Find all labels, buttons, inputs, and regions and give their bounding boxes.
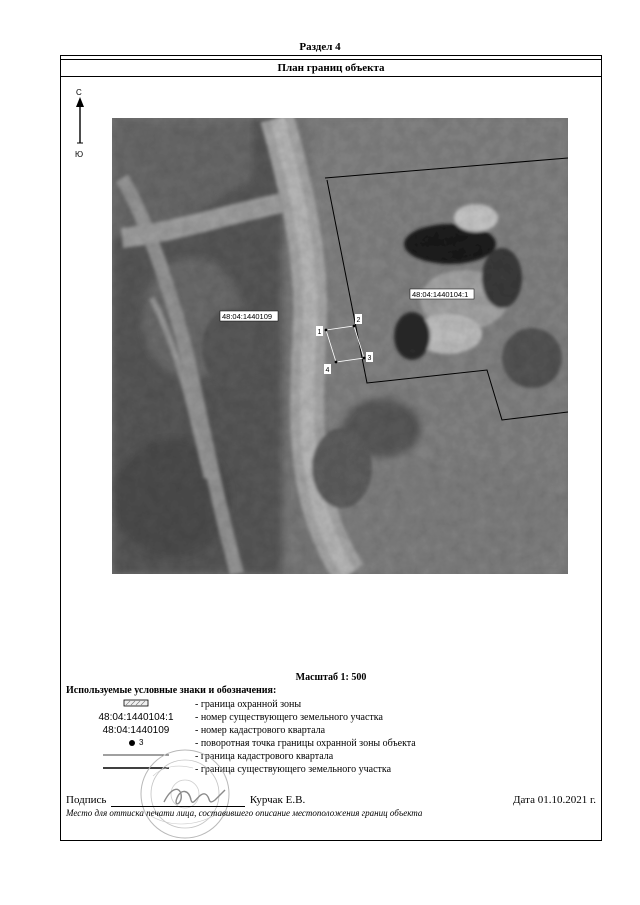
legend-description: - номер кадастрового квартала (195, 725, 326, 736)
protection-zone-swatch-icon (123, 699, 149, 707)
plan-title: План границ объекта (61, 59, 601, 77)
point-label-4: 4 (325, 367, 330, 374)
aerial-map (112, 118, 568, 574)
point-label-2: 2 (356, 317, 361, 324)
legend-description: - поворотная точка границы охранной зоны объекта (195, 738, 416, 749)
north-arrow-icon (75, 97, 85, 147)
signature-label: Подпись (66, 794, 107, 806)
compass-north-arrow (74, 88, 88, 168)
legend-symbol-text: 48:04:1440104:1 (98, 712, 174, 723)
legend-item (61, 699, 601, 711)
legend-description: - граница существующего земельного участка (195, 764, 392, 775)
scale-label: Масштаб 1: 500 (295, 672, 367, 683)
quarter-number-label: 48:04:1440109 (222, 312, 273, 321)
legend-symbol-text: 48:04:1440109 (102, 725, 170, 736)
signer-name: Курчак Е.В. (249, 794, 306, 806)
compass-south-label: Ю (75, 150, 84, 159)
legend-description: - номер существующего земельного участка (195, 712, 383, 723)
document-frame (60, 55, 602, 841)
legend-item (61, 725, 601, 737)
compass-north-label: С (76, 88, 82, 97)
legend-description: - граница охранной зоны (195, 699, 302, 710)
stamp-placement-note: Место для оттиска печати лица, составившего описание местоположения границ объекта (66, 808, 423, 818)
section-title: Раздел 4 (299, 41, 341, 53)
legend-item (61, 712, 601, 724)
point-label-3: 3 (367, 355, 372, 362)
signature-line (66, 794, 596, 807)
point-label-1: 1 (317, 329, 322, 336)
legend-symbol-text: 3 (139, 738, 144, 747)
legend-title: Используемые условные знаки и обозначения: (66, 685, 277, 696)
land-plot-number-label: 48:04:1440104:1 (412, 290, 469, 299)
signature-date: Дата 01.10.2021 г. (513, 794, 596, 806)
legend-description: - граница кадастрового квартала (195, 751, 334, 762)
